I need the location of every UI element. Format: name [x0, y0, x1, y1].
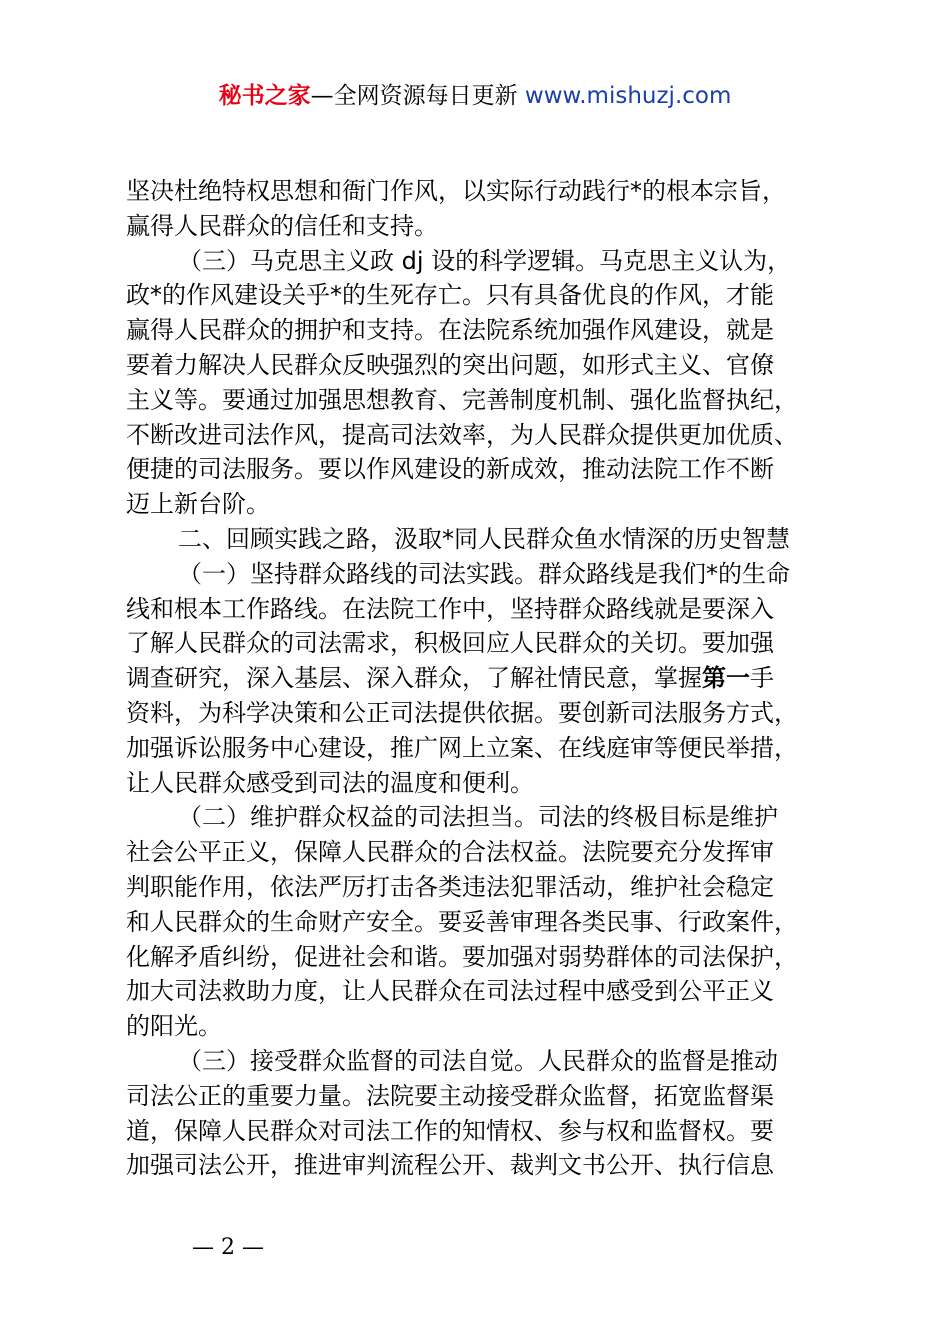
body-line: 加强司法公开，推进审判流程公开、裁判文书公开、执行信息 [126, 1151, 774, 1180]
body-line: （一）坚持群众路线的司法实践。群众路线是我们*的生命 [178, 559, 790, 588]
body-line: （三）接受群众监督的司法自觉。人民群众的监督是推动 [178, 1046, 778, 1075]
body-line: 坚决杜绝特权思想和衙门作风，以实际行动践行*的根本宗旨， [126, 177, 786, 205]
page-header [0, 80, 950, 112]
body-line: 资料，为科学决策和公正司法提供依据。要创新司法服务方式， [126, 698, 798, 727]
body-line: 赢得人民群众的拥护和支持。在法院系统加强作风建设，就是 [126, 316, 774, 345]
body-line: 不断改进司法作风，提高司法效率，为人民群众提供更加优质、 [126, 420, 798, 449]
body-line: 要着力解决人民群众反映强烈的突出问题，如形式主义、官僚 [126, 350, 774, 379]
body-line: 了解人民群众的司法需求，积极回应人民群众的关切。要加强 [126, 629, 774, 658]
body-line [126, 661, 846, 696]
body-line: 加强诉讼服务中心建设，推广网上立案、在线庭审等便民举措， [126, 733, 798, 762]
body-line: 主义等。要通过加强思想教育、完善制度机制、强化监督执纪， [126, 385, 798, 414]
header-brand[interactable]: 秘书之家 [218, 83, 311, 109]
body-line-tail: 手 [750, 664, 774, 693]
body-line: 让人民群众感受到司法的温度和便利。 [126, 768, 534, 797]
body-line: 加大司法救助力度，让人民群众在司法过程中感受到公平正义 [126, 977, 774, 1006]
body-line: 便捷的司法服务。要以作风建设的新成效，推动法院工作不断 [126, 455, 774, 484]
header-url-link[interactable]: www.mishuzj.com [524, 83, 732, 109]
body-line: 线和根本工作路线。在法院工作中，坚持群众路线就是要深入 [126, 594, 774, 623]
header-tagline: 全网资源每日更新 [333, 83, 518, 109]
body-line: 道，保障人民群众对司法工作的知情权、参与权和监督权。要 [126, 1116, 774, 1145]
body-line: 司法公正的重要力量。法院要主动接受群众监督，拓宽监督渠 [126, 1081, 774, 1110]
body-line: 社会公平正义，保障人民群众的合法权益。法院要充分发挥审 [126, 838, 774, 867]
body-line: 赢得人民群众的信任和支持。 [126, 211, 438, 240]
page-number: — 2 — [192, 1235, 264, 1260]
body-line: 政*的作风建设关乎*的生死存亡。只有具备优良的作风，才能 [126, 281, 774, 310]
body-line: 迈上新台阶。 [126, 490, 270, 519]
header-separator: — [310, 83, 334, 109]
body-line: 的阳光。 [126, 1012, 222, 1041]
body-line: （二）维护群众权益的司法担当。司法的终极目标是维护 [178, 803, 778, 832]
bold-emphasis: 第一 [702, 664, 750, 693]
body-line: 化解矛盾纠纷，促进社会和谐。要加强对弱势群体的司法保护， [126, 942, 798, 971]
document-body [126, 174, 846, 1183]
body-line: （三）马克思主义政 dj 设的科学逻辑。马克思主义认为， [178, 246, 792, 275]
body-line: 判职能作用，依法严厉打击各类违法犯罪活动，维护社会稳定 [126, 872, 774, 901]
section-heading: 二、回顾实践之路，汲取*同人民群众鱼水情深的历史智慧 [178, 524, 790, 553]
body-line-text: 调查研究，深入基层、深入群众，了解社情民意，掌握 [126, 664, 702, 693]
body-line: 和人民群众的生命财产安全。要妥善审理各类民事、行政案件， [126, 907, 798, 936]
